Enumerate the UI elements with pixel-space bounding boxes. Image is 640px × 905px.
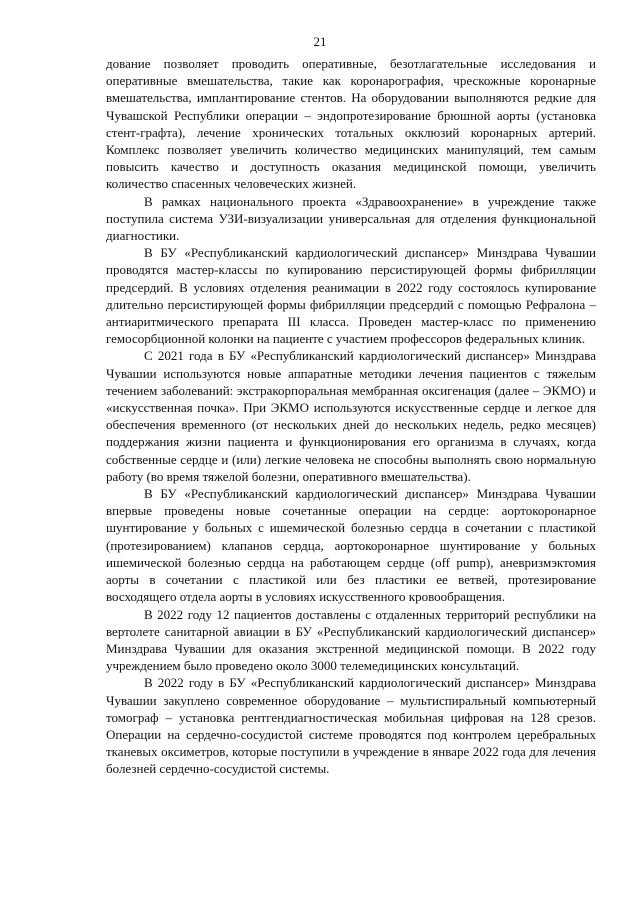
paragraph-ecmo: С 2021 года в БУ «Республиканский кардиологический диспансер» Минздрава Чувашии используются новые аппаратные методики лечения пациентов с тяжелым течением заболеваний: экстракорпоральная мембранная оксигенация (далее – ЭКМО) и «искусственная почка». При ЭКМО используются искусственные сердце и легкое для обеспечения временного (от нескольких дней до нескольких недель, редко месяцев) поддержания жизни пациента и функционирования его организма в случаях, когда собственные сердце и (или) легкие человека не способны выполнять свою нормальную работу (во время тяжелой болезни, оперативного вмешательства). [106, 348, 596, 484]
body-text [106, 55, 596, 778]
paragraph-national-project: В рамках национального проекта «Здравоохранение» в учреждение также поступила система УЗИ-визуализации универсальная для отделения функциональной диагностики. [106, 193, 596, 244]
paragraph-combined-operations: В БУ «Республиканский кардиологический диспансер» Минздрава Чувашии впервые проведены новые сочетанные операции на сердце: аортокоронарное шунтирование у больных с ишемической болезнью сердца в сочетании с пластикой (протезированием) клапанов сердца, аортокоронарное шунтирование у больных ишемической болезнью сердца на работающем сердце (off pump), аневризмэктомия аорты в сочетании с пластикой или без пластики ее ветвей, протезирование восходящего отдела аорты в условиях искусственного кровообращения. [106, 486, 596, 605]
paragraph-continuation: дование позволяет проводить оперативные, безотлагательные исследования и оперативные вмешательства, такие как коронарография, чрескожные коронарные вмешательства, имплантирование стентов. На оборудовании выполняются редкие для Чувашской Республики операции – эндопротезирование брюшной аорты (установка стент-графта), лечение хронических тотальных окклюзий коронарных артерий. Комплекс позволяет увеличить количество медицинских манипуляций, тем самым повысить качество и доступность оказания медицинской помощи, увеличить количество спасенных человеческих жизней. [106, 56, 596, 192]
page-number: 21 [313, 34, 327, 49]
paragraph-equipment: В 2022 году в БУ «Республиканский кардиологический диспансер» Минздрава Чувашии закуплено современное оборудование – мультиспиральный компьютерный томограф – установка рентгендиагностическая мобильная цифровая на 128 срезов. Операции на сердечно-сосудистой системе проводятся под контролем церебральных тканевых оксиметров, которые поступили в учреждение в январе 2022 года для лечения болезней сердечно-сосудистой системы. [106, 675, 596, 777]
paragraph-air-ambulance: В 2022 году 12 пациентов доставлены с отдаленных территорий республики на вертолете санитарной авиации в БУ «Республиканский кардиологический диспансер» Минздрава Чувашии для оказания экстренной медицинской помощи. В 2022 году учреждением было проведено около 3000 телемедицинских консультаций. [106, 606, 596, 674]
paragraph-master-classes: В БУ «Республиканский кардиологический диспансер» Минздрава Чувашии проводятся мастер-классы по купированию персистирующей формы фибрилляции предсердий. В условиях отделения реанимации в 2022 году состоялось купирование длительно персистирующей формы фибрилляции предсердий с помощью Рефралона – антиаритмического препарата III класса. Проведен мастер-класс по применению гемосорбционной колонки на пациенте с участием профессоров федеральных клиник. [106, 245, 596, 347]
